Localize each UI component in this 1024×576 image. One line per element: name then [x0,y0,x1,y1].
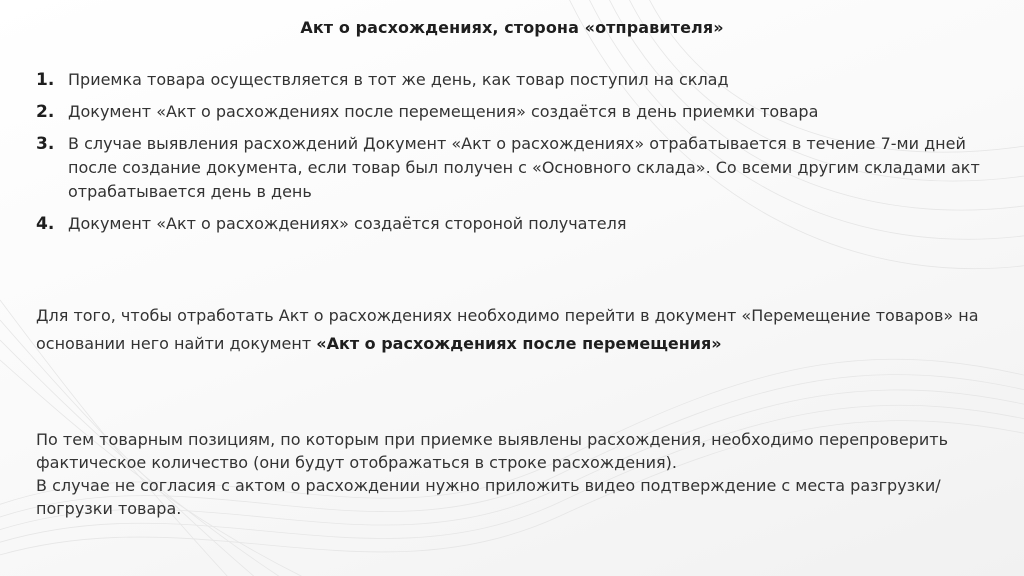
step-text: Документ «Акт о расхождениях после перемещения» создаётся в день приемки товара [68,102,819,121]
steps-list [36,68,996,244]
step-number: 3. [36,134,55,154]
slide-title: Акт о расхождениях, сторона «отправителя» [300,18,724,37]
instruction-document-name: «Акт о расхождениях после перемещения» [316,334,722,353]
discrepancy-paragraph [36,428,986,520]
step-number: 2. [36,102,55,122]
step-text: Документ «Акт о расхождениях» создаётся стороной получателя [68,214,627,233]
step-item [36,100,996,124]
discrepancy-text-line2: В случае не согласия с актом о расхождении нужно приложить видео подтверждение с места разгрузки/погрузки товара. [36,476,941,518]
step-number: 4. [36,214,55,234]
step-number: 1. [36,70,55,90]
step-item [36,212,996,236]
step-text: В случае выявления расхождений Документ «Акт о расхождениях» отрабатывается в течение 7-ми дней после создание документа, если товар был получен с «Основного склада». Со всеми другим складами акт отрабатывается день в день [68,134,980,201]
discrepancy-text-line1: По тем товарным позициям, по которым при приемке выявлены расхождения, необходимо перепроверить фактическое количество (они будут отображаться в строке расхождения). [36,430,949,472]
instruction-paragraph [36,302,986,358]
instruction-text: Для того, чтобы отработать Акт о расхождениях необходимо перейти в документ «Перемещение товаров» на основании него найти документ [36,306,979,353]
step-item [36,68,996,92]
step-text: Приемка товара осуществляется в тот же день, как товар поступил на склад [68,70,729,89]
step-item [36,132,996,204]
